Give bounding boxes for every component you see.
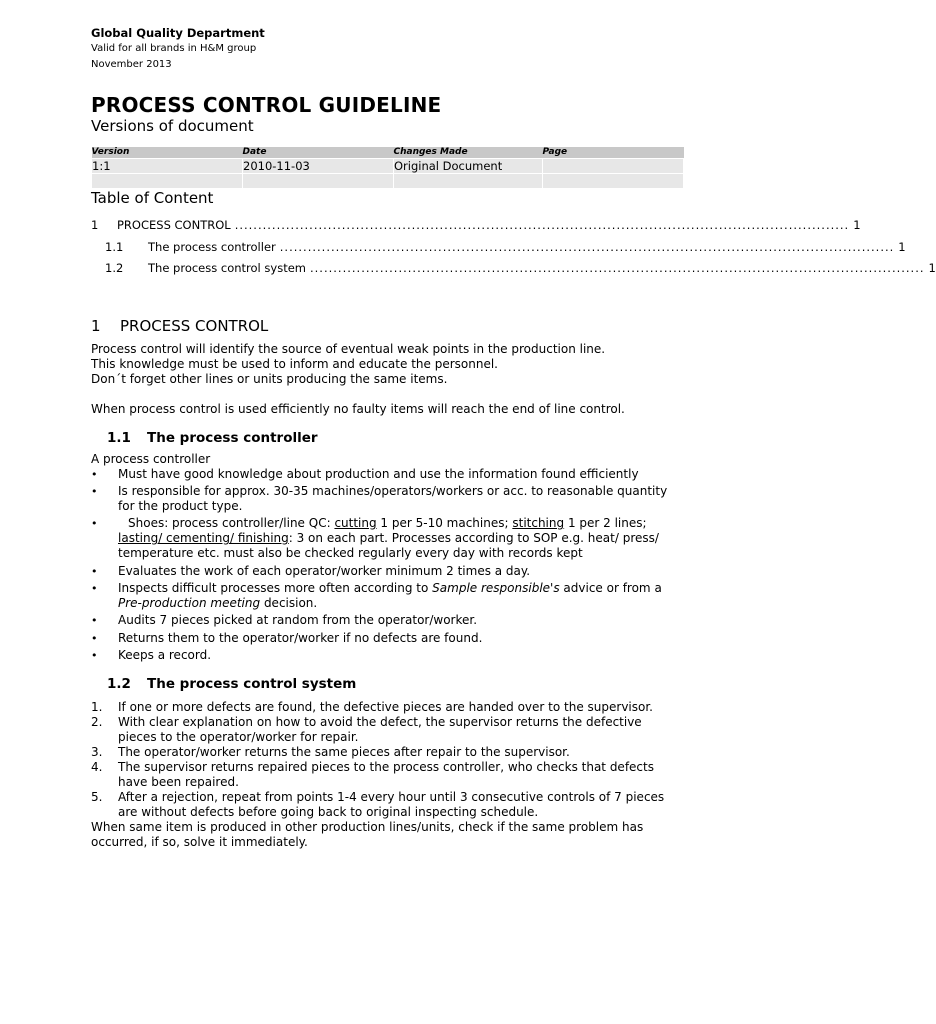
list-item	[91, 790, 684, 820]
section-title: The process controller	[147, 429, 318, 446]
toc-entry-page: 1	[853, 218, 861, 232]
section-1-2-heading	[107, 676, 684, 692]
step-text: If one or more defects are found, the defective pieces are handed over to the supervisor.	[118, 700, 653, 715]
step-text: With clear explanation on how to avoid the defect, the supervisor returns the defective pieces to the operator/worker for repair.	[118, 715, 642, 745]
toc-entry-label: PROCESS CONTROL	[117, 218, 231, 232]
cell-date: 2010-11-03	[243, 159, 394, 174]
underlined-term: stitching	[512, 516, 565, 531]
toc-entry-label: The process controller	[148, 239, 276, 254]
section-1-intro	[91, 342, 684, 387]
list-item-text	[118, 516, 684, 561]
paragraph-line: Process control will identify the source of eventual weak points in the production line.	[91, 341, 606, 356]
section-number: 1.2	[107, 676, 131, 693]
document-title: PROCESS CONTROL GUIDELINE	[91, 93, 442, 117]
table-row	[92, 159, 684, 174]
toc-entry-process-controller[interactable]	[91, 239, 906, 262]
section-number: 1	[91, 316, 101, 335]
toc-entry-number: 1.1	[105, 239, 124, 254]
cell-date	[243, 174, 394, 189]
toc-entry-process-control[interactable]	[91, 218, 861, 240]
toc-heading: Table of Content	[91, 189, 214, 207]
cell-version	[92, 174, 243, 189]
underlined-term: lasting/ cementing/ finishing	[118, 531, 289, 546]
text-run: : 3 on each part. Processes according to SOP e.g. heat/ press/ temperature etc. must also be checked regularly every day with records kept	[118, 531, 659, 561]
step-text: The operator/worker returns the same pieces after repair to the supervisor.	[118, 745, 570, 760]
table-of-contents	[91, 218, 936, 283]
section-1-paragraph: When process control is used efficiently no faulty items will reach the end of line control.	[91, 401, 625, 416]
controller-duties-list	[91, 467, 684, 664]
section-title: The process control system	[147, 676, 357, 693]
col-date: Date	[243, 147, 394, 159]
list-item-text: Is responsible for approx. 30-35 machines/operators/workers or acc. to reasonable quantity for the product type.	[118, 483, 668, 513]
step-number: 2.	[91, 715, 103, 730]
cell-page	[543, 159, 684, 174]
list-item	[91, 700, 684, 715]
list-item	[91, 760, 684, 790]
list-item-text: Must have good knowledge about production and use the information found efficiently	[118, 466, 639, 481]
col-version: Version	[92, 147, 243, 159]
text-run: Inspects difficult processes more often according to	[118, 581, 433, 596]
versions-table	[91, 147, 684, 189]
step-text: The supervisor returns repaired pieces to the process controller, who checks that defects have been repaired.	[118, 760, 654, 790]
toc-leader-dots: ....................................................................................................................................	[234, 218, 850, 232]
list-item	[91, 516, 684, 561]
step-number: 4.	[91, 760, 103, 775]
list-item-text: Keeps a record.	[118, 648, 212, 663]
list-item	[91, 745, 684, 760]
toc-entry-process-control-system[interactable]	[91, 261, 936, 283]
cell-page	[543, 174, 684, 189]
section-number: 1.1	[107, 429, 131, 446]
toc-entry-page: 1	[898, 239, 906, 254]
underlined-term: cutting	[334, 516, 377, 531]
section-1-1-heading	[107, 430, 684, 446]
controller-intro: A process controller	[91, 451, 211, 466]
step-number: 3.	[91, 745, 103, 760]
col-changes: Changes Made	[394, 147, 543, 159]
list-item	[91, 564, 684, 579]
list-item	[91, 631, 684, 646]
toc-entry-number: 1	[91, 218, 99, 232]
text-run: 1 per 5-10 machines;	[376, 516, 513, 531]
col-page: Page	[543, 147, 684, 159]
list-item	[91, 467, 684, 482]
validity-note: Valid for all brands in H&M group	[91, 43, 257, 54]
cell-changes	[394, 174, 543, 189]
text-run: decision.	[260, 596, 318, 611]
italic-term: Sample responsible's	[432, 581, 560, 596]
list-item-text: Returns them to the operator/worker if no defects are found.	[118, 630, 483, 645]
list-item	[91, 581, 684, 611]
table-row	[92, 174, 684, 189]
toc-leader-dots: ....................................................................................................................................	[310, 261, 925, 275]
department-name: Global Quality Department	[91, 26, 265, 40]
cell-changes: Original Document	[394, 159, 543, 174]
paragraph-line: Don´t forget other lines or units producing the same items.	[91, 371, 448, 386]
paragraph-line: This knowledge must be used to inform and educate the personnel.	[91, 356, 498, 371]
section-1-heading	[91, 317, 684, 335]
versions-heading: Versions of document	[91, 117, 254, 135]
section-title: PROCESS CONTROL	[120, 316, 269, 335]
list-item	[91, 648, 684, 663]
text-run: 1 per 2 lines;	[564, 516, 647, 531]
step-text: After a rejection, repeat from points 1-4 every hour until 3 consecutive controls of 7 pieces are without defects before going back to original inspecting schedule.	[118, 790, 665, 820]
toc-entry-number: 1.2	[105, 261, 124, 275]
cell-version: 1:1	[92, 159, 243, 174]
toc-leader-dots: ....................................................................................................................................	[279, 239, 895, 254]
toc-entry-label: The process control system	[148, 261, 306, 275]
versions-table-header	[92, 147, 684, 159]
closing-paragraph: When same item is produced in other production lines/units, check if the same problem has occurred, if so, solve it immediately.	[91, 820, 644, 850]
step-number: 5.	[91, 790, 103, 805]
toc-entry-page: 1	[928, 261, 936, 275]
list-item	[91, 715, 684, 745]
document-date: November 2013	[91, 59, 172, 70]
list-item-text: Evaluates the work of each operator/worker minimum 2 times a day.	[118, 563, 531, 578]
control-system-steps	[91, 700, 684, 820]
text-run: advice or from a	[559, 581, 662, 596]
list-item	[91, 484, 684, 514]
list-item-text: Audits 7 pieces picked at random from the operator/worker.	[118, 613, 478, 628]
step-number: 1.	[91, 700, 103, 715]
text-run: Shoes: process controller/line QC:	[128, 516, 335, 531]
list-item	[91, 613, 684, 628]
italic-term: Pre-production meeting	[118, 596, 261, 611]
